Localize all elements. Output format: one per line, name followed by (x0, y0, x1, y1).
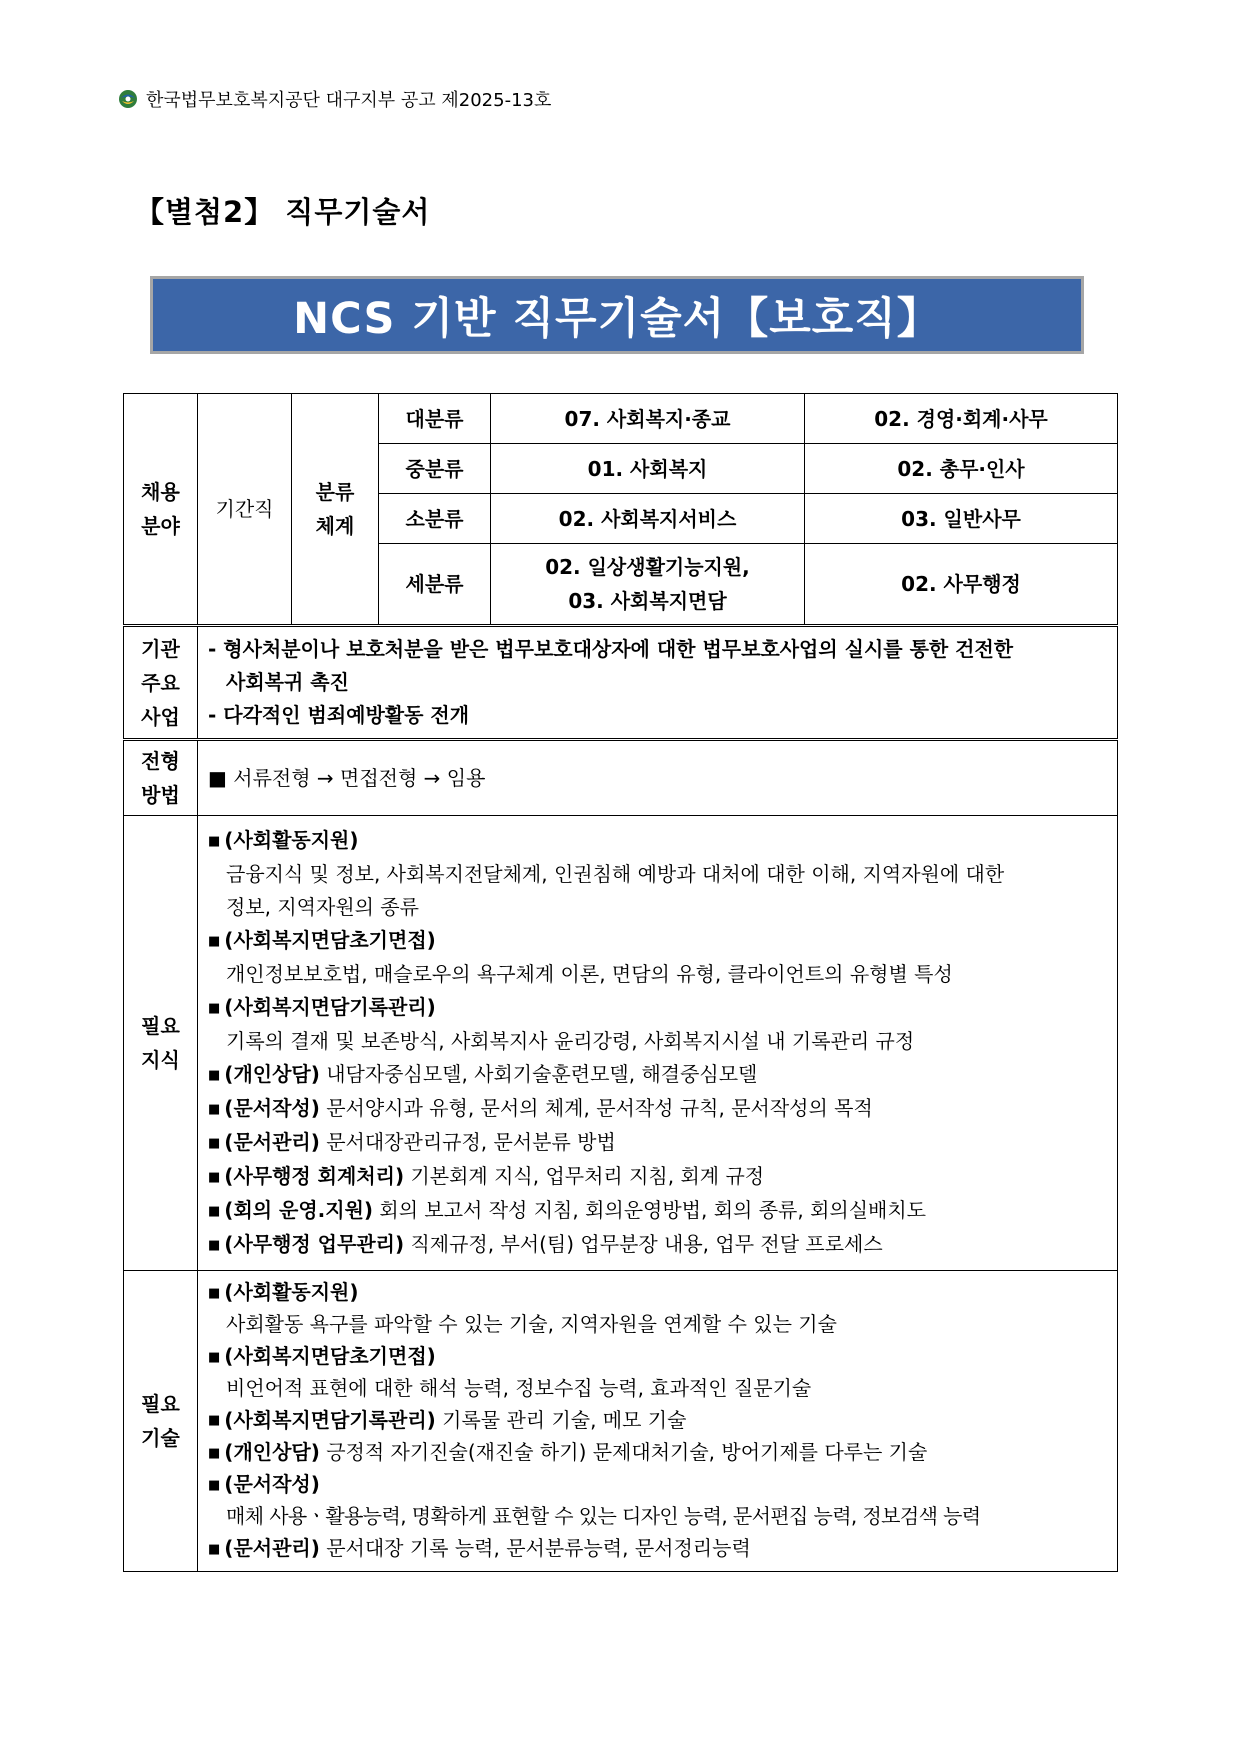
class-col2: 03. 일반사무 (805, 494, 1118, 544)
row-label: 대분류 (379, 394, 491, 444)
skills-label: 필요 기술 (124, 1271, 198, 1572)
class-col2: 02. 경영·회계·사무 (805, 394, 1118, 444)
list-item: ■ (개인상담) 내담자중심모델, 사회기술훈련모델, 해결중심모델 (208, 1062, 758, 1086)
list-item: ■ (사회활동지원) (208, 828, 359, 852)
job-description-table (123, 393, 1118, 1572)
class-col2: 02. 사무행정 (805, 544, 1118, 626)
list-item: ■ (사회복지면담기록관리) 기록물 관리 기술, 메모 기술 (208, 1407, 687, 1432)
selection-content: ■ 서류전형 → 면접전형 → 임용 (198, 740, 1118, 816)
list-item: ■ (회의 운영.지원) 회의 보고서 작성 지침, 회의운영방법, 회의 종류, 회의실배치도 (208, 1198, 926, 1222)
list-item: ■ (문서관리) 문서대장관리규정, 문서분류 방법 (208, 1130, 616, 1154)
skills-content (198, 1271, 1118, 1572)
list-item: ■ (사회복지면담초기면접) (208, 1343, 436, 1368)
list-item: 매체 사용ㆍ활용능력, 명확하게 표현할 수 있는 디자인 능력, 문서편집 능력, 정보검색 능력 (226, 1504, 981, 1529)
list-item: ■ (사회활동지원) (208, 1280, 359, 1304)
banner-title: NCS 기반 직무기술서【보호직】 (150, 276, 1084, 354)
list-item: 정보, 지역자원의 종류 (226, 895, 419, 919)
list-item: 기록의 결재 및 보존방식, 사회복지사 윤리강령, 사회복지시설 내 기록관리 규정 (226, 1029, 915, 1053)
list-item: 개인정보보호법, 매슬로우의 욕구체계 이론, 면담의 유형, 클라이언트의 유형별 특성 (226, 962, 953, 986)
knowledge-content (198, 816, 1118, 1271)
list-item: 금융지식 및 정보, 사회복지전달체계, 인권침해 예방과 대처에 대한 이해, 지역자원에 대한 (226, 862, 1005, 886)
field-value: 기간직 (198, 394, 292, 626)
knowledge-label: 필요 지식 (124, 816, 198, 1271)
agency-logo-icon (118, 89, 138, 109)
field-label-text: 채용 분야 (141, 480, 180, 538)
field-label (124, 394, 198, 626)
row-label: 중분류 (379, 444, 491, 494)
notice-header (118, 86, 551, 112)
row-label: 소분류 (379, 494, 491, 544)
class-col2: 02. 총무·인사 (805, 444, 1118, 494)
list-item: ■ (문서작성) (208, 1472, 320, 1496)
attachment-title: 【별첨2】 직무기술서 (135, 195, 431, 229)
row-label: 세분류 (379, 544, 491, 626)
system-label: 분류 체계 (292, 394, 379, 626)
class-col1: 07. 사회복지·종교 (491, 394, 805, 444)
list-item: ■ (개인상담) 긍정적 자기진술(재진술 하기) 문제대처기술, 방어기제를 다루는 기술 (208, 1439, 928, 1464)
list-item: ■ (사회복지면담초기면접) (208, 928, 436, 952)
list-item: ■ (문서관리) 문서대장 기록 능력, 문서분류능력, 문서정리능력 (208, 1535, 751, 1560)
list-item: ■ (사무행정 회계처리) 기본회계 지식, 업무처리 지침, 회계 규정 (208, 1164, 765, 1188)
class-col1: 02. 사회복지서비스 (491, 494, 805, 544)
list-item: ■ (사무행정 업무관리) 직제규정, 부서(팀) 업무분장 내용, 업무 전달 프로세스 (208, 1232, 883, 1256)
main-business-label: 기관 주요 사업 (124, 626, 198, 740)
main-business-content: - 형사처분이나 보호처분을 받은 법무보호대상자에 대한 법무보호사업의 실시를 통한 건전한 사회복귀 촉진 - 다각적인 범죄예방활동 전개 (198, 626, 1118, 740)
selection-label: 전형 방법 (124, 740, 198, 816)
notice-text: 한국법무보호복지공단 대구지부 공고 제2025-13호 (146, 90, 552, 111)
list-item: 사회활동 욕구를 파악할 수 있는 기술, 지역자원을 연계할 수 있는 기술 (226, 1312, 837, 1337)
list-item: ■ (문서작성) 문서양시과 유형, 문서의 체계, 문서작성 규칙, 문서작성의 목적 (208, 1096, 873, 1120)
class-col1: 02. 일상생활기능지원, 03. 사회복지면담 (491, 544, 805, 626)
class-col1: 01. 사회복지 (491, 444, 805, 494)
list-item: ■ (사회복지면담기록관리) (208, 995, 436, 1019)
list-item: 비언어적 표현에 대한 해석 능력, 정보수집 능력, 효과적인 질문기술 (226, 1376, 812, 1400)
